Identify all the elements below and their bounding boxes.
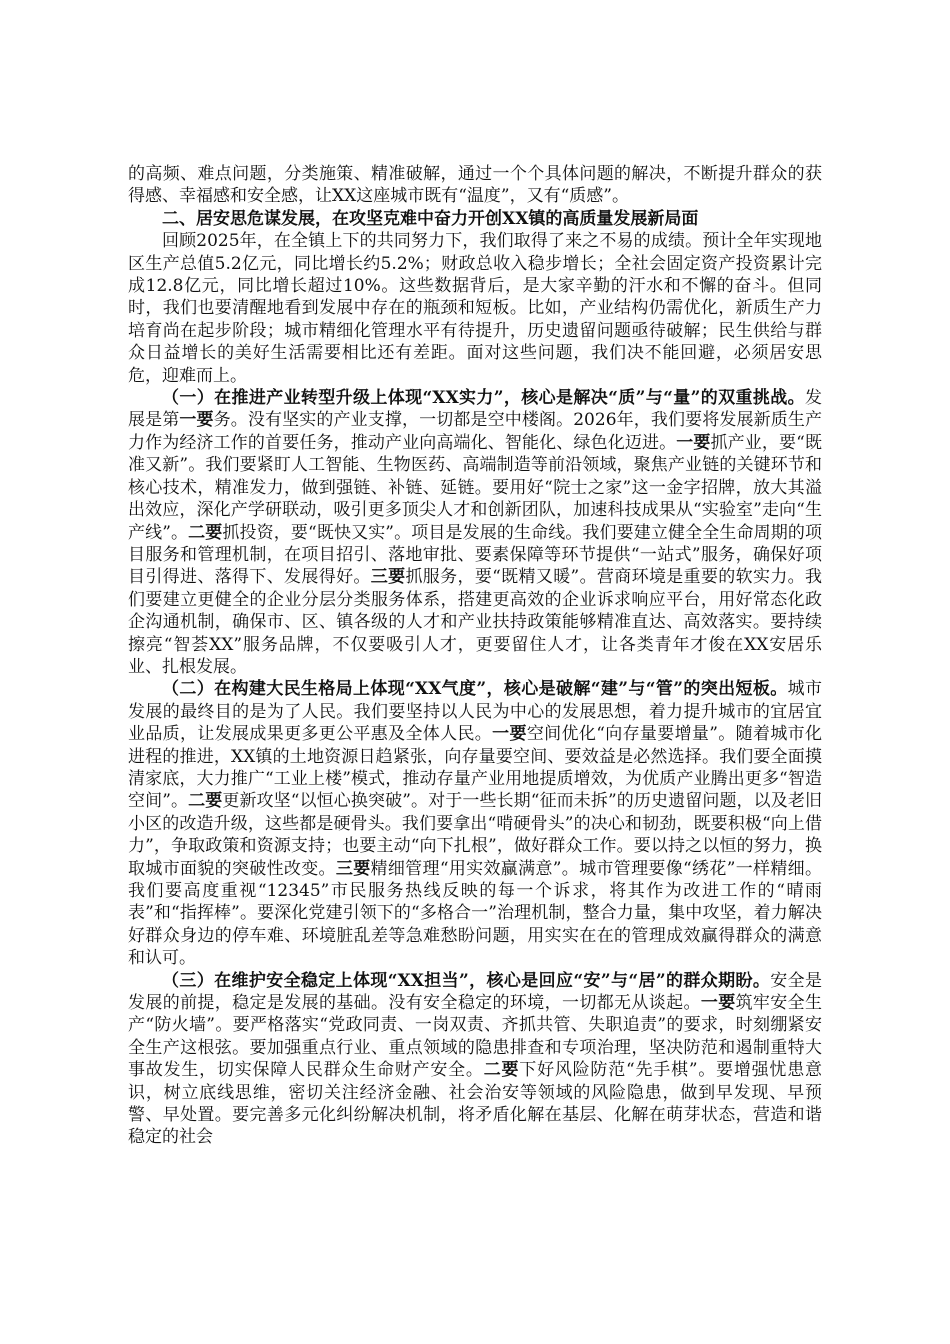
body-text: 务。没有坚实的产业支撑，一切都是空中楼阁。2026年，我们要将发展新质生产力作为经济工作的首要任务，推动产业向高端化、智能化、绿色化迈进。 [128, 410, 822, 453]
keyword: 三要 [335, 858, 371, 879]
keyword: 二要 [483, 1060, 520, 1081]
subsection-heading: （一）在推进产业转型升级上体现“XX实力”，核心是解决“质”与“量”的双重挑战。 [162, 388, 805, 409]
subsection-heading: （三）在维护安全稳定上体现“XX担当”，核心是回应“安”与“居”的群众期盼。 [162, 970, 771, 991]
body-text: 更新攻坚“以恒心换突破”。对于一些长期“征而未拆”的历史遗留问题，以及老旧小区的改造升级，这些都是硬骨头。我们要拿出“啃硬骨头”的决心和韧劲，既要积极“向上借力”，争取政策和资源支持；也要主动“向下扎根”，做好群众工作。要以持之以恒的努力，换取城市面貌的突破性改变。 [128, 791, 822, 879]
body-text: 精细管理“用实效赢满意”。城市管理要像“绣花”一样精细。我们要高度重视“12345”市民服务热线反映的每一个诉求，将其作为改进工作的“晴雨表”和“指挥棒”。要深化党建引领下的“多格合一”治理机制，整合力量，集中攻坚，着力解决好群众身边的停车难、环境脏乱差等急难愁盼问题，用实实在在的管理成效赢得群众的满意和认可。 [128, 858, 823, 969]
keyword: 二要 [188, 522, 223, 543]
body-text: 安全是发展的前提，稳定是发展的基础。没有安全稳定的环境，一切都无从谈起。 [128, 970, 822, 1014]
document-page [128, 163, 822, 1149]
subsection-paragraph-industry [128, 387, 822, 678]
subsection-heading: （二）在构建大民生格局上体现“XX气度”，核心是破解“建”与“管”的突出短板。 [162, 679, 788, 700]
body-text: 抓产业，要“既准又新”。我们要紧盯人工智能、生物医药、高端制造等前沿领域，聚焦产业链的关键环节和核心技术，精准发力，做到强链、补链、延链。要用好“院士之家”这一金字招牌，放大其溢出效应，深化产学研联动，吸引更多顶尖人才和创新团队，加速科技成果从“实验室”走向“生产线”。 [128, 432, 823, 543]
keyword: 三要 [370, 567, 406, 588]
keyword: 一要 [179, 410, 214, 431]
keyword: 二要 [188, 791, 223, 812]
intro-paragraph-tail: 的高频、难点问题，分类施策、精准破解，通过一个个具体问题的解决，不断提升群众的获得感、幸福感和安全感，让XX这座城市既有“温度”，又有“质感”。 [128, 164, 822, 207]
keyword: 一要 [700, 993, 736, 1014]
review-paragraph: 回顾2025年，在全镇上下的共同努力下，我们取得了来之不易的成绩。预计全年实现地区生产总值5.2亿元，同比增长约5.2%；财政总收入稳步增长；全社会固定资产投资累计完成12.8亿元，同比增长超过10%。这些数据背后，是大家辛勤的汗水和不懈的奋斗。但同时，我们也要清醒地看到发展中存在的瓶颈和短板。比如，产业结构仍需优化，新质生产力培育尚在起步阶段；城市精细化管理水平有待提升，历史遗留问题亟待破解；民生供给与群众日益增长的美好生活需要相比还有差距。面对这些问题，我们决不能回避，必须居安思危，迎难而上。 [128, 231, 822, 386]
keyword: 一要 [492, 724, 527, 745]
body-text: 抓服务，要“既精又暖”。营商环境是重要的软实力。我们要建立更健全的企业分层分类服务体系，搭建更高效的企业诉求响应平台，用好常态化政企沟通机制，确保市、区、镇各级的人才和产业扶持政策能够精准直达、高效落实。要持续擦亮“智荟XX”服务品牌，不仅要吸引人才，更要留住人才，让各类青年才俊在XX安居乐业、扎根发展。 [128, 567, 822, 677]
keyword: 一要 [676, 432, 711, 453]
subsection-paragraph-livelihood [128, 678, 822, 969]
body-text: 筑牢安全生产“防火墙”。要严格落实“党政同责、一岗双责、齐抓共管、失职追责”的要求，时刻绷紧安全生产这根弦。要加强重点行业、重点领域的隐患排查和专项治理，坚决防范和遏制重特大事故发生，切实保障人民群众生命财产安全。 [128, 993, 823, 1081]
body-text: 发展是第 [128, 388, 822, 431]
section-heading: 二、居安思危谋发展，在攻坚克难中奋力开创XX镇的高质量发展新局面 [162, 208, 699, 229]
body-text: 城市发展的最终目的是为了人民。我们要坚持以人民为中心的发展思想，着力提升城市的宜居宜业品质，让发展成果更多更公平惠及全体人民。 [128, 679, 822, 745]
subsection-paragraph-safety [128, 970, 822, 1149]
body-text: 下好风险防范“先手棋”。要增强忧患意识，树立底线思维，密切关注经济金融、社会治安等领域的风险隐患，做到早发现、早预警、早处置。要完善多元化纠纷解决机制，将矛盾化解在基层、化解在萌芽状态，营造和谐稳定的社会 [128, 1060, 823, 1148]
body-text: 空间优化“向存量要增量”。随着城市化进程的推进，XX镇的土地资源日趋紧张，向存量要空间、要效益是必然选择。我们要全面摸清家底，大力推广“工业上楼”模式，推动存量产业用地提质增效，为优质产业腾出更多“智造空间”。 [128, 724, 823, 812]
body-text: 抓投资，要“既快又实”。项目是发展的生命线。我们要建立健全全生命周期的项目服务和管理机制，在项目招引、落地审批、要素保障等环节提供“一站式”服务，确保好项目引得进、落得下、发展得好。 [128, 522, 822, 588]
